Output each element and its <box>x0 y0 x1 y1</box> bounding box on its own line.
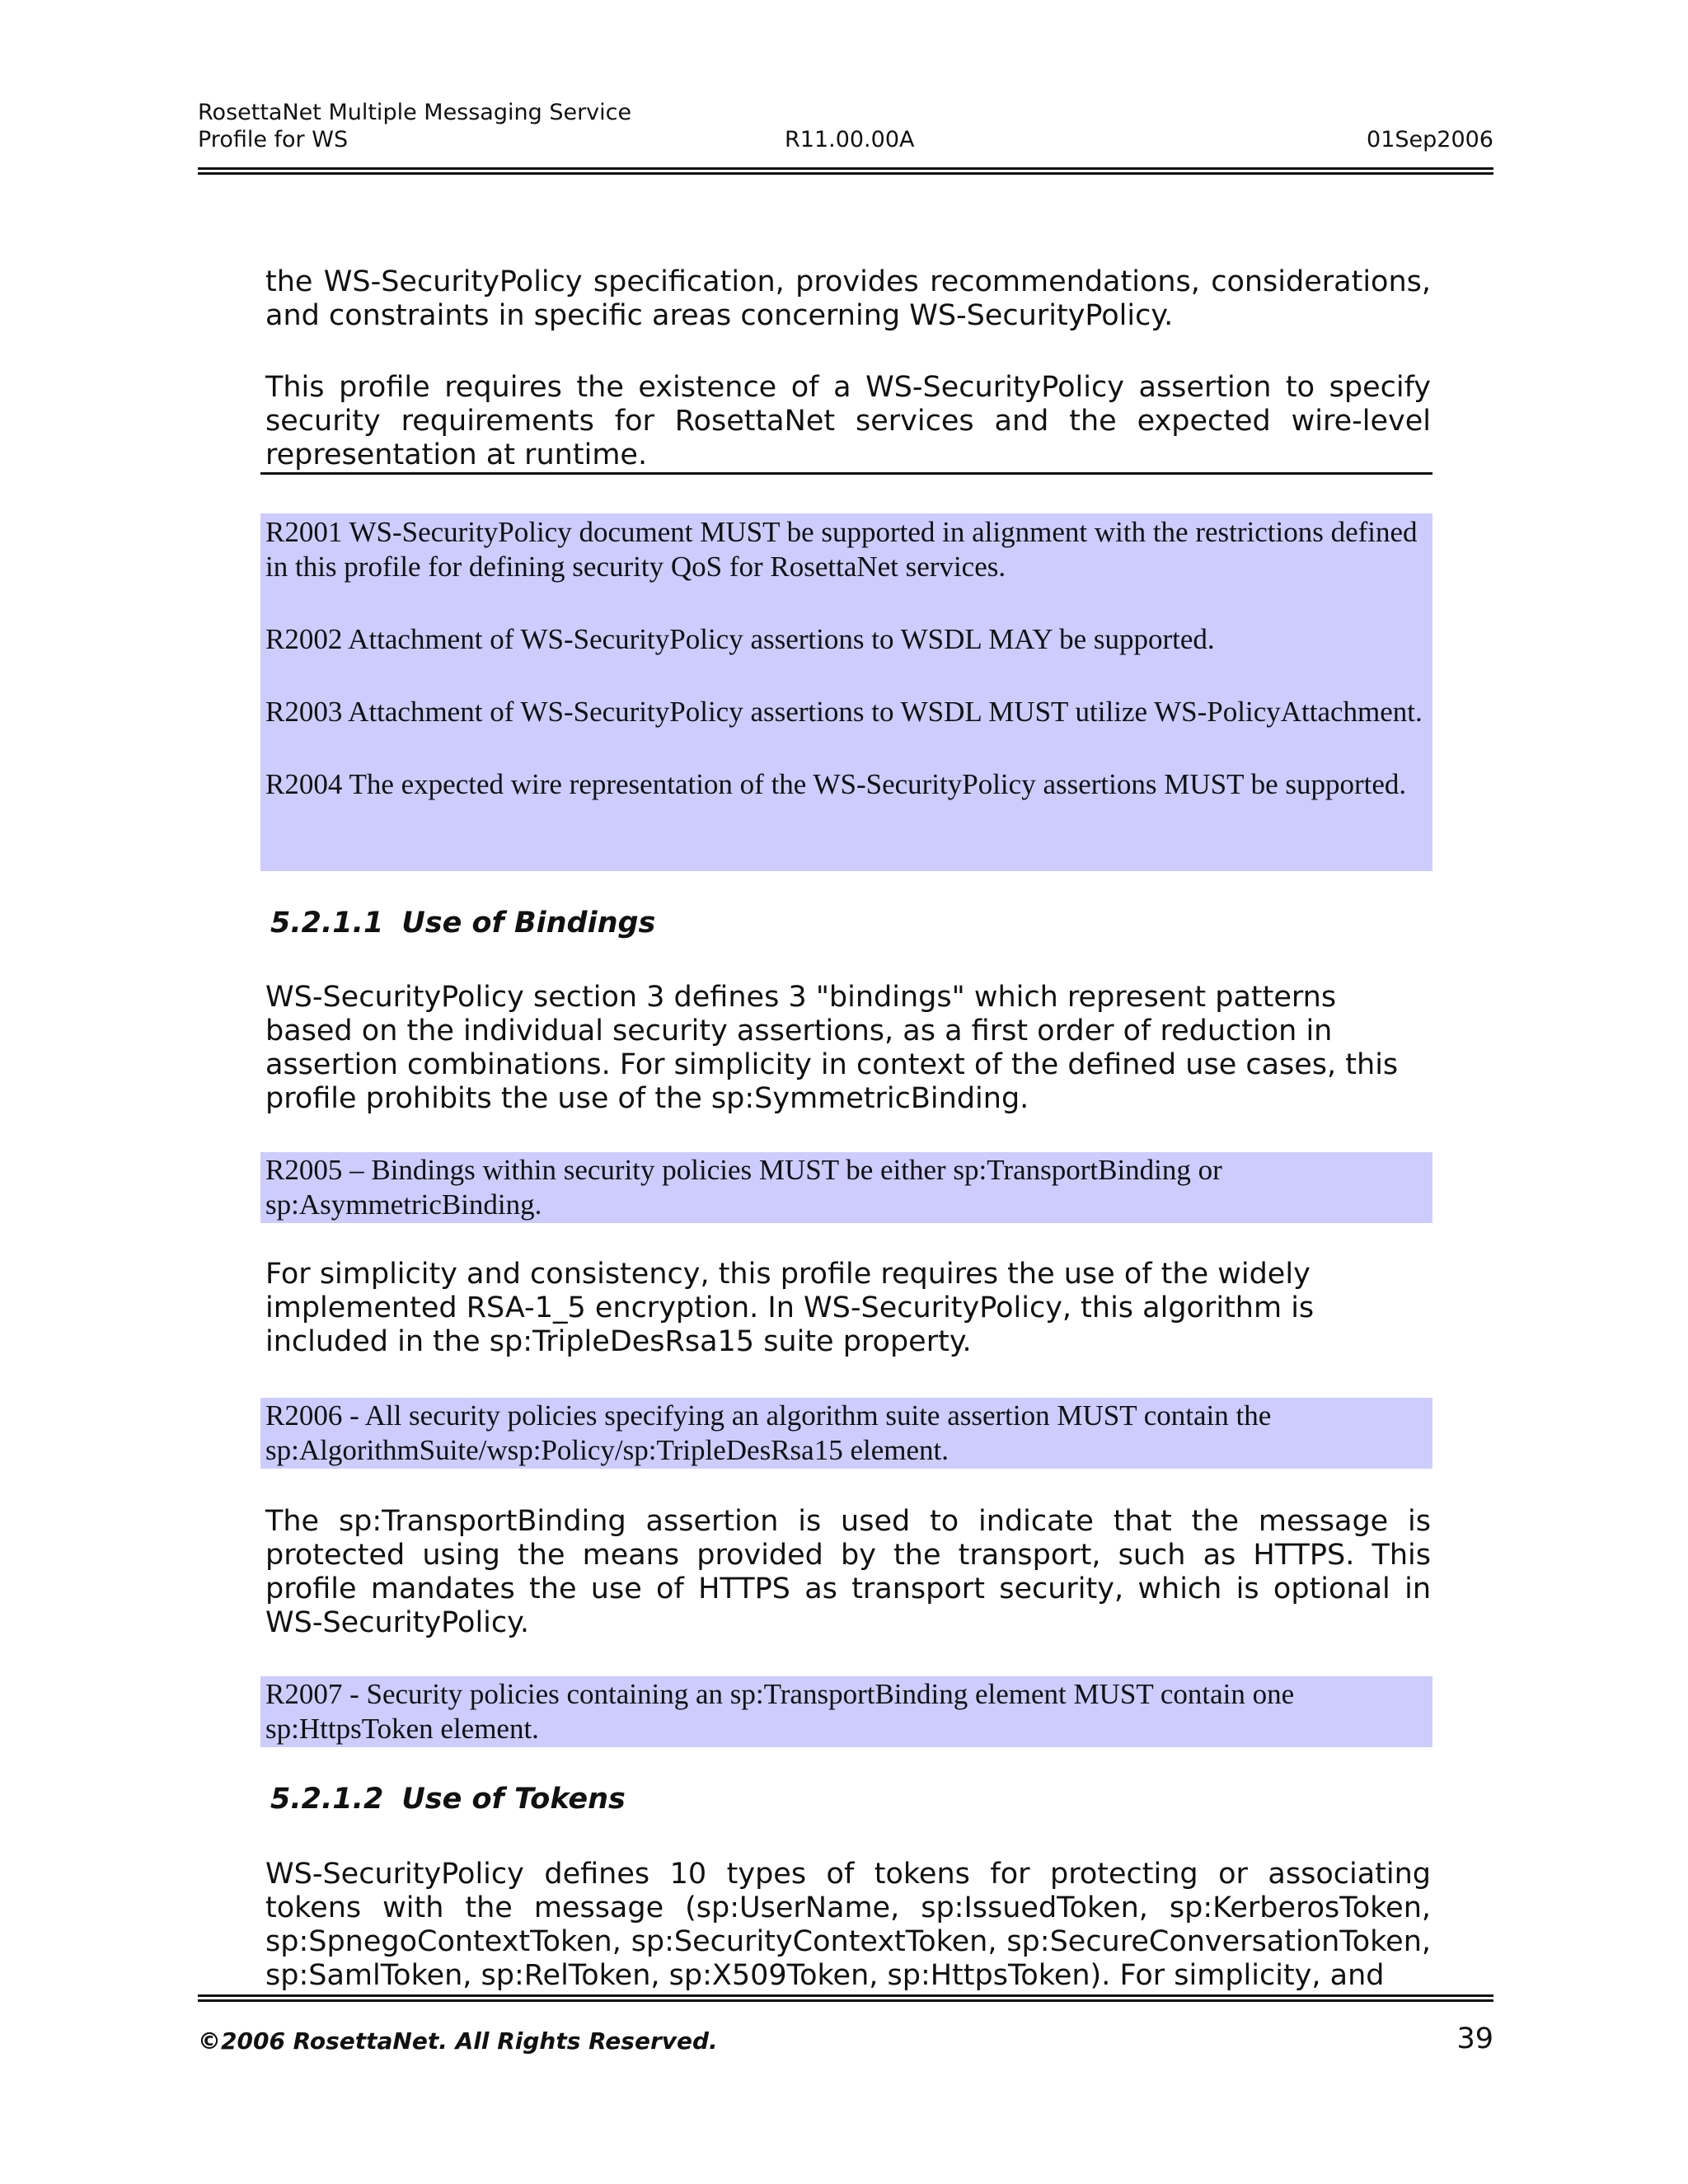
requirement-r2002: R2002 Attachment of WS-SecurityPolicy assertions to WSDL MAY be supported. <box>265 623 1215 655</box>
requirement-block-r2006 <box>260 1398 1432 1469</box>
paragraph-tokens: WS-SecurityPolicy defines 10 types of tokens for protecting or associating tokens with the message (sp:UserName, sp:IssuedToken, sp:KerberosToken, sp:SpnegoContextToken, sp:SecurityContextToken, sp:SecureConversationToken, sp:SamlToken, sp:RelToken, sp:X509Token, sp:HttpsToken). For simplicity, and <box>265 1858 1431 1992</box>
header-version: R11.00.00A <box>785 127 915 152</box>
header-date: 01Sep2006 <box>1367 127 1493 152</box>
footer-copyright: ©2006 RosettaNet. All Rights Reserved. <box>198 2027 718 2055</box>
requirement-r2006: R2006 - All security policies specifying an algorithm suite assertion MUST contain the sp:AlgorithmSuite/wsp:Policy/sp:TripleDesRsa15 element. <box>265 1399 1272 1466</box>
paragraph-rsa-encryption: For simplicity and consistency, this profile requires the use of the widely implemented RSA-1_5 encryption. In WS-SecurityPolicy, this algorithm is included in the sp:TripleDesRsa15 suite property. <box>265 1258 1315 1358</box>
heading-number: 5.2.1.2 <box>270 1783 384 1816</box>
section-heading-tokens <box>270 1783 626 1816</box>
requirements-block-r2001-r2004 <box>260 513 1432 871</box>
heading-number: 5.2.1.1 <box>270 907 384 940</box>
heading-title: Use of Tokens <box>401 1783 626 1816</box>
requirement-block-r2007 <box>260 1676 1432 1747</box>
paragraph-transport-binding: The sp:TransportBinding assertion is used to indicate that the message is protected using the means provided by the transport, such as HTTPS. This profile mandates the use of HTTPS as transport security, which is optional in WS-SecurityPolicy. <box>265 1505 1431 1639</box>
page-header <box>198 99 1493 153</box>
paragraph-bindings: WS-SecurityPolicy section 3 defines 3 "bindings" which represent patterns based on the individual security assertions, as a first order of reduction in assertion combinations. For simplicity in context of the defined use cases, this profile prohibits the use of the sp:SymmetricBinding. <box>265 981 1399 1115</box>
requirement-r2001: R2001 WS-SecurityPolicy document MUST be supported in alignment with the restrictions defined in this profile for defining security QoS for RosettaNet services. <box>265 516 1418 583</box>
paragraph-intro: the WS-SecurityPolicy specification, provides recommendations, considerations, and constraints in specific areas concerning WS-SecurityPolicy. <box>265 265 1431 332</box>
page-footer <box>198 2022 1493 2059</box>
requirement-r2005: R2005 – Bindings within security policies MUST be either sp:TransportBinding or sp:AsymmetricBinding. <box>265 1154 1222 1221</box>
section-heading-bindings <box>270 907 655 940</box>
requirement-r2003: R2003 Attachment of WS-SecurityPolicy assertions to WSDL MUST utilize WS-PolicyAttachment. <box>265 696 1423 728</box>
requirement-r2007: R2007 - Security policies containing an sp:TransportBinding element MUST contain one sp:HttpsToken element. <box>265 1678 1295 1745</box>
paragraph-profile-requirement: This profile requires the existence of a WS-SecurityPolicy assertion to specify security requirements for RosettaNet services and the expected wire-level representation at runtime. <box>265 371 1431 471</box>
footer-double-rule <box>198 1994 1493 2002</box>
requirement-block-r2005 <box>260 1152 1432 1223</box>
header-title-line1: RosettaNet Multiple Messaging Service <box>198 100 632 125</box>
header-row2 <box>198 126 1493 153</box>
heading-title: Use of Bindings <box>401 907 656 940</box>
header-title-line2: Profile for WS <box>198 127 349 152</box>
section-rule <box>260 472 1432 475</box>
page-number: 39 <box>1456 2022 1493 2055</box>
header-double-rule <box>198 167 1493 175</box>
requirement-r2004: R2004 The expected wire representation of the WS-SecurityPolicy assertions MUST be supported. <box>265 768 1407 800</box>
